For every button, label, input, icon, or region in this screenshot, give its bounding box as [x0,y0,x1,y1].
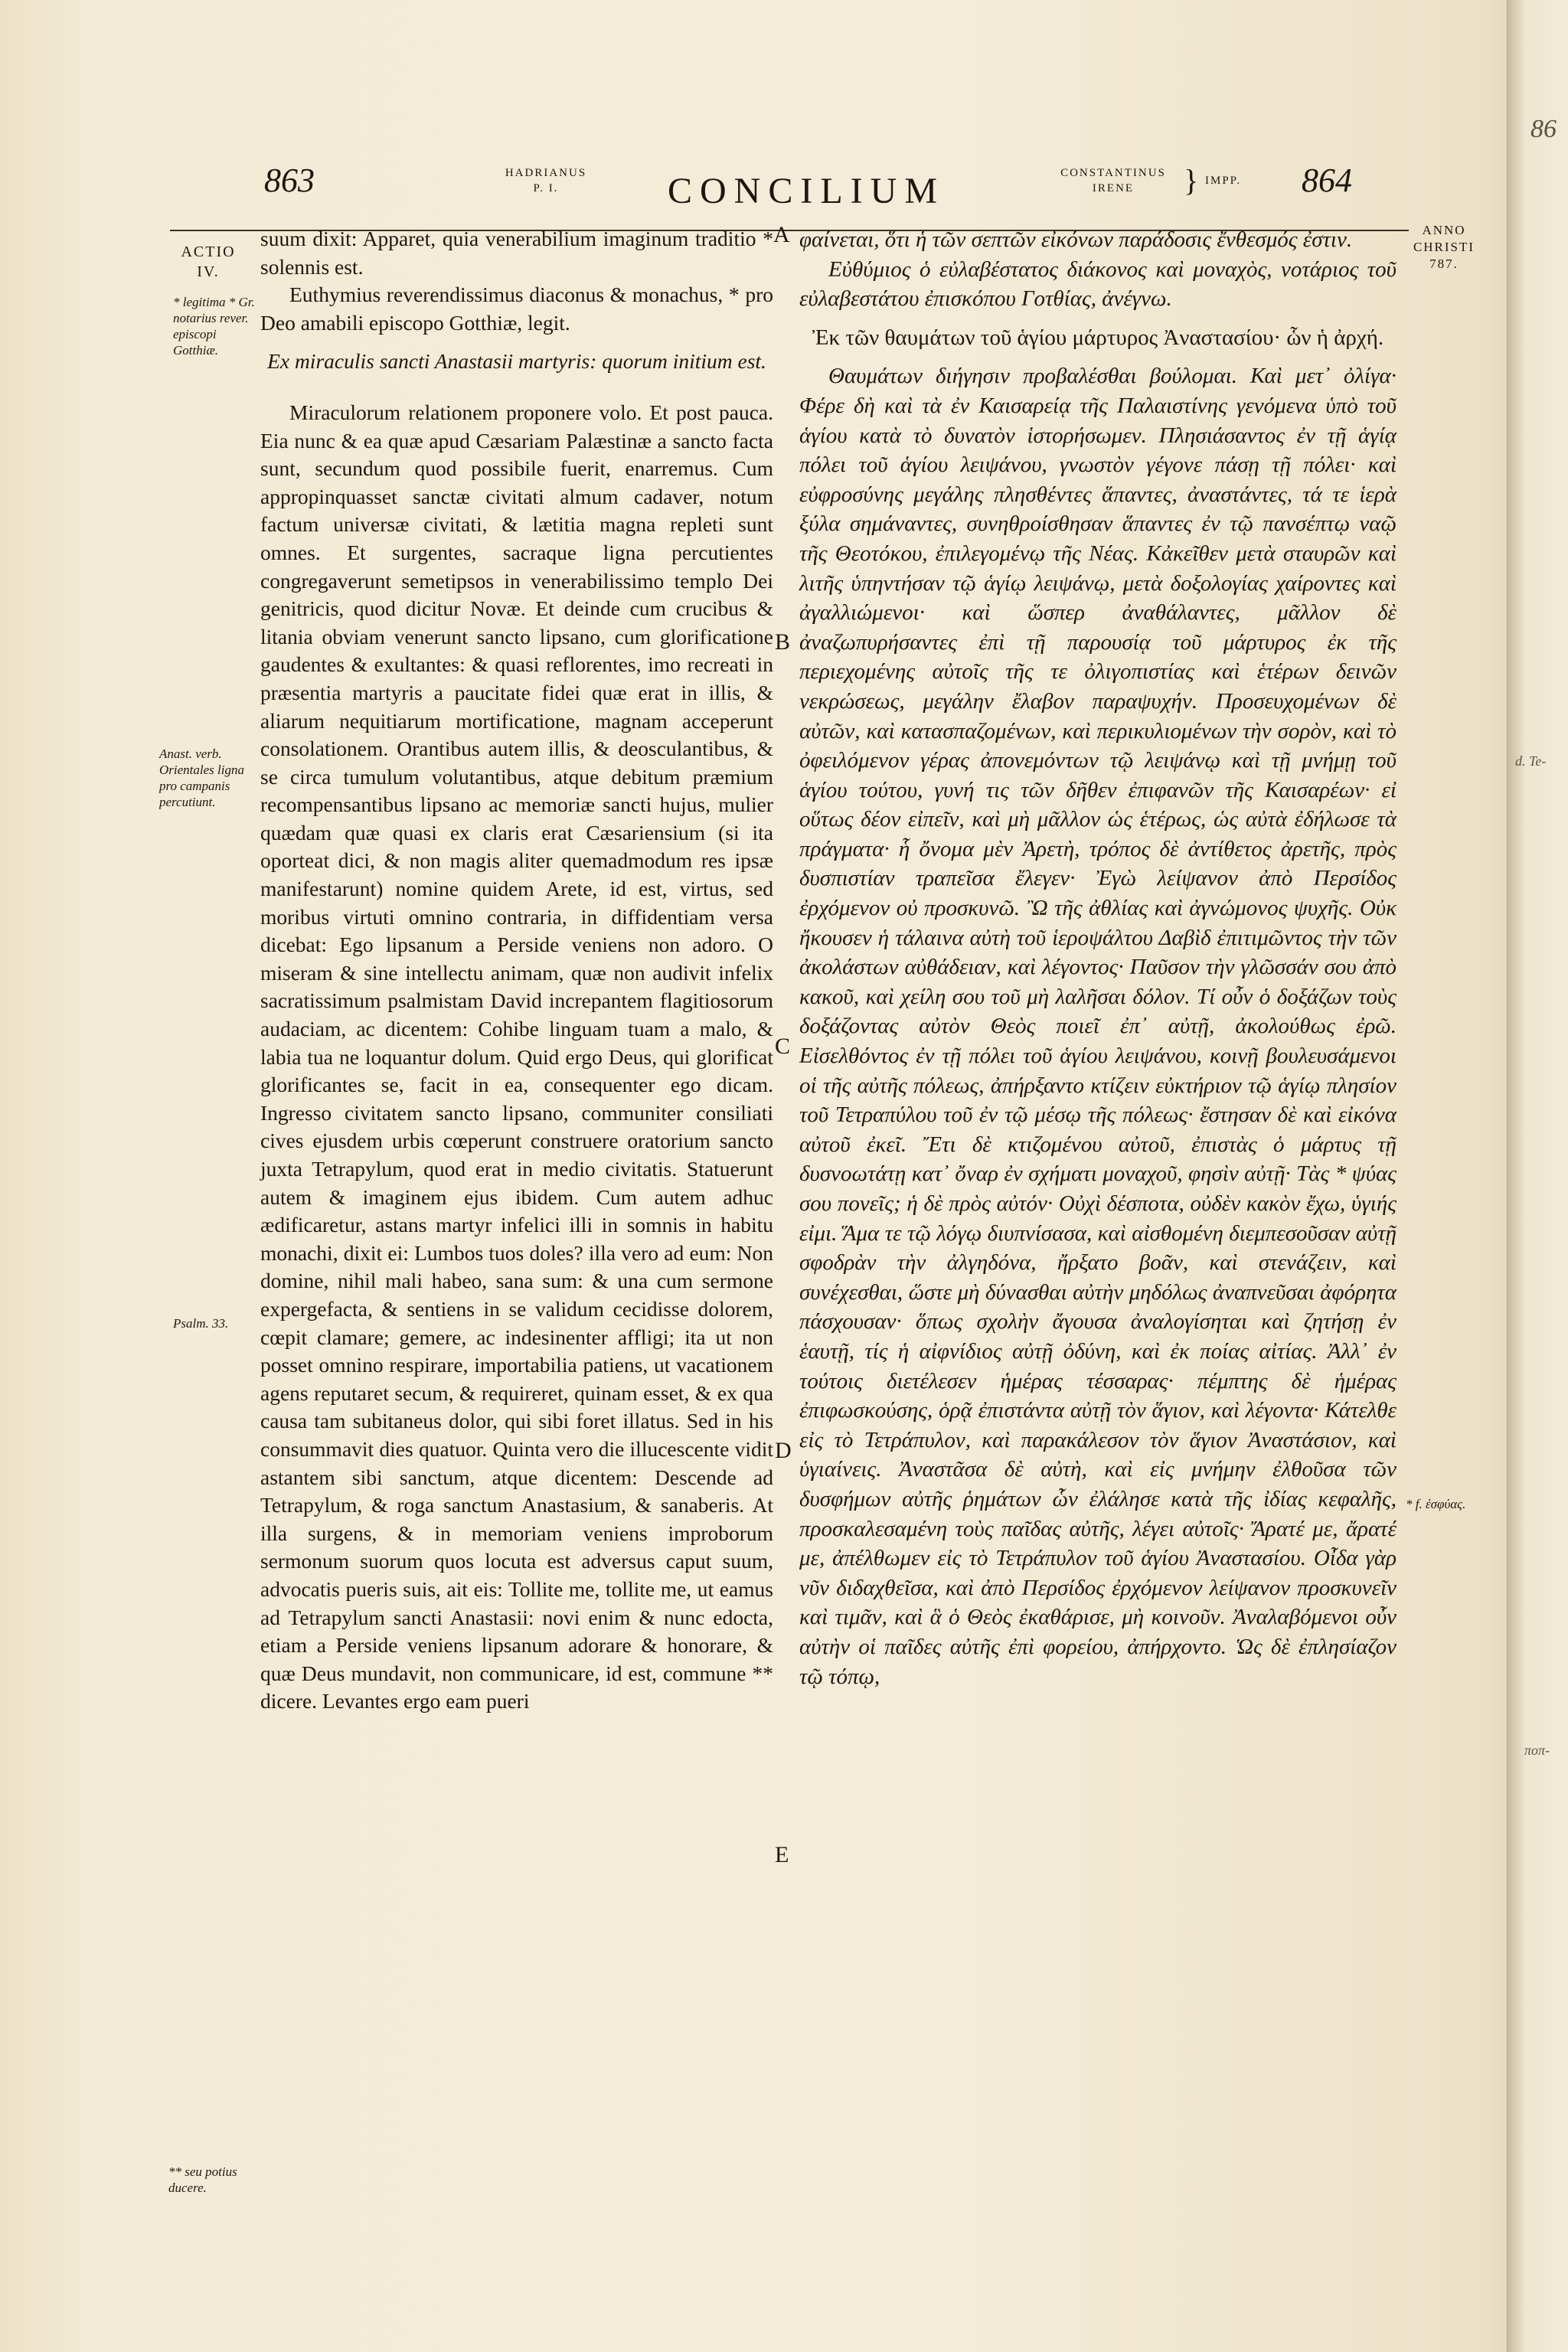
header-imperatores: IMPP. [1205,175,1242,187]
page-number-left: 863 [264,162,315,199]
latin-section-heading: Ex miraculis sancti Anastasii martyris: quorum initium est. [267,349,766,374]
header-pope: HADRIANUS P. I. [505,167,587,194]
header-title: CONCILIUM [668,171,945,211]
greek-section-heading: Ἐκ τῶν θαυμάτων τοῦ ἁγίου μάρτυρος Ἀναστασίου· ὧν ἡ ἀρχή. [812,325,1384,350]
section-letter-c: C [775,1034,791,1059]
greek-paragraph: Θαυμάτων διήγησιν προβαλέσθαι βούλομαι. Καὶ μετ᾿ ὀλίγα· Φέρε δὴ καὶ τὰ ἐν Καισαρείᾳ τῆς Παλαιστίνης γενόμενα ὑπὸ τοῦ ἁγίου κατὰ τὸ δυνατὸν ἱστορήσωμεν. Πλησιάσαντος ἐν τῇ ἁγίᾳ πόλει τοῦ ἁγίου λειψάνου, γνωστὸν γέγονε πάσῃ τῇ πόλει· καὶ εὐφροσύνης μεγάλης πλησθέντες ἅπαντες, ἀναστάντες, τά τε ἱερὰ ξύλα σημάναντες, συνηθροίσθησαν ἅπαντες ἐν τῷ πανσέπτῳ ναῷ τῆς Θεοτόκου, ἐπιλεγομένῳ τῆς Νέας. Κἀκεῖθεν μετὰ σταυρῶν καὶ λιτῆς ὑπηντήσαν τῷ ἁγίῳ λειψάνῳ, μετὰ δοξολογίας χαίροντες καὶ ἀγαλλιώμενοι· καὶ ὥσπερ ἀναθάλαντες, μᾶλλον δὲ ἀναζωπυρήσαντες ἐπὶ τῇ παρουσίᾳ τοῦ μάρτυρος ἐκ τῆς περιεχομένης αὐτοῖς τῆς τε ὀλιγοπιστίας καὶ ἑτέρων δεινῶν νεκρώσεως, μεγάλην ἔλαβον παραψυχήν. Προσευχομένων δὲ αὐτῶν, καὶ κατασπαζομένων, καὶ περικυλιομένων τὴν σορὸν, καὶ τὸ ὀφειλόμενον γέρας ἀπονεμόντων τῷ λειψάνῳ καὶ τῇ μνήμῃ τοῦ ἁγίου τούτου, γυνή τις τῶν δῆθεν ἐπιφανῶν τῆς Καισαρέων· εἰ οὕτως δέον εἰπεῖν, καὶ μὴ μᾶλλον ὡς ἑτέρως, ὡς αὐτὰ ἐδήλωσε τὰ πράγματα· ἧ ὄνομα μὲν Ἀρετὴ, τρόπος δὲ ἀντίθετος ἀρετῆς, πρὸς δυσπιστίαν τραπεῖσα ἔλεγεν· Ἐγὼ λείψανον ἀπὸ Περσίδος ἐρχόμενον οὐ προσκυνῶ. Ὢ τῆς ἀθλίας καὶ ἀγνώμονος ψυχῆς. Οὐκ ἤκουσεν ἡ τάλαινα αὐτὴ τοῦ ἱεροψάλτου Δαβὶδ ἐπιτιμῶντος τὴν τῶν ἀκολάστων αὐθάδειαν, καὶ λέγοντος· Παῦσον τὴν γλῶσσάν σου ἀπὸ κακοῦ, καὶ χείλη σου τοῦ μὴ λαλῆσαι δόλον. Τί οὖν ὁ δοξάζων τοὺς δοξάζοντας αὐτὸν Θεὸς ποιεῖ ἐπ᾿ αὐτῇ, ἀκολούθως ἐρῶ. Εἰσελθόντος ἐν τῇ πόλει τοῦ ἁγίου λειψάνου, κοινῇ βουλευσάμενοι οἱ τῆς αὐτῆς πόλεως, ἀπήρξαντο κτίζειν εὐκτήριον τῷ ἁγίῳ πλησίον τοῦ Τετραπύλου τοῦ ἐν τῷ μέσῳ τῆς πόλεως· ἔστησαν δὲ καὶ εἰκόνα αὐτοῦ ἐκεῖ. Ἔτι δὲ κτιζομένου αὐτοῦ, ἐπιστὰς ὁ μάρτυς τῇ δυσνοωτάτῃ κατ᾿ ὄναρ ἐν σχήματι μοναχοῦ, φησὶν αὐτῇ· Τὰς * ψύας σου πονεῖς; ἡ δὲ πρὸς αὐτόν· Οὐχὶ δέσποτα, οὐδὲν κακὸν ἔχω, ὑγιής εἰμι. Ἅμα τε τῷ λόγῳ διυπνίσασα, καὶ αἰσθομένη διεμπεσοῦσαν αὐτῇ σφοδρὰν τὴν ἀλγηδόνα, ἤρξατο βοᾶν, καὶ στενάζειν, καὶ συνέχεσθαι, ὥστε μὴ δύνασθαι αὐτὴν μηδόλως ἀναπνεῦσαι ἀφόρητα πάσχουσαν· ὅπως σχολὴν ἄγουσα ἀναλογίσηται καὶ ζητήσῃ ἐν ἑαυτῇ, τίς ἡ αἰφνίδιος αὐτῇ ὀδύνη, καὶ ἐκ ποίας αἰτίας. Ἀλλ᾿ ἐν τούτοις διετέλεσεν ἡμέρας τέσσαρας· πέμπτης δὲ ἡμέρας ἐπιφωσκούσης, ὁρᾷ ἐπιστάντα αὐτῇ τὸν ἅγιον, καὶ λέγοντα· Κάτελθε εἰς τὸ Τετράπυλον, καὶ παρακάλεσον τὸν ἅγιον Ἀναστάσιον, καὶ ὑγιαίνεις. Ἀναστᾶσα δὲ αὐτὴ, καὶ εἰς μνήμην ἐλθοῦσα τῶν δυσφήμων αὐτῆς ῥημάτων ὧν ἐλάλησε κατὰ τῆς ἰδίας κεφαλῆς, προσκαλεσαμένη τοὺς παῖδας αὐτῆς, λέγει αὐτοῖς· Ἄρατέ με, ἄρατέ με, ἀπέλθωμεν εἰς τὸ Τετράπυλον τοῦ ἁγίου Ἀναστασίου. Οἶδα γὰρ νῦν διδαχθεῖσα, καὶ ἀπὸ Περσίδος ἐρχόμενον λείψανον προσκυνεῖν καὶ τιμᾶν, καὶ ἃ ὁ Θεὸς ἐκαθάρισε, μὴ κοινοῦν. Ἀναλαβόμενοι οὖν αὐτὴν οἱ παῖδες αὐτῆς ἐπὶ φορείου, ἀπήρχοντο. Ὡς δὲ ἐπλησίαζον τῷ τόπῳ, [799,364,1396,1689]
facing-page-number: 86 [1530,115,1557,143]
page-header [0,153,1507,214]
greek-paragraph: φαίνεται, ὅτι ἡ τῶν σεπτῶν εἰκόνων παράδοσις ἔνθεσμός ἐστιν. [799,227,1353,252]
header-brace: } [1184,163,1199,198]
margin-note-psuas: * f. ἐσφύας. [1406,1497,1466,1511]
greek-paragraph: Εὐθύμιος ὁ εὐλαβέστατος διάκονος καὶ μοναχὸς, νοτάριος τοῦ εὐλαβεστάτου ἐπισκόπου Γοτθίας, ἀνέγνω. [799,256,1396,312]
margin-note-psalm: Psalm. 33. [173,1316,229,1331]
facing-page-note: d. Te- [1515,753,1547,769]
section-letter-d: D [775,1438,792,1463]
margin-note-ducere: ** seu potius ducere. [168,2164,237,2195]
page-number-right: 864 [1302,162,1352,199]
section-letter-e: E [775,1842,789,1867]
margin-actio: ACTIO IV. [181,243,236,280]
facing-page-edge [1507,0,1568,2352]
latin-paragraph: suum dixit: Apparet, quia venerabilium imaginum traditio * solennis est. [260,227,773,279]
margin-anno-christi: ANNO CHRISTI 787. [1413,223,1475,271]
section-letter-b: B [775,629,791,655]
section-letter-a: A [773,222,790,247]
latin-column [260,225,773,1716]
latin-paragraph: Euthymius reverendissimus diaconus & monachus, * pro Deo amabili episcopo Gotthiæ, legit. [260,283,773,335]
margin-note-anastasius: Anast. verb. Orientales ligna pro campanis percutiunt. [159,746,244,809]
margin-note-gotthia: * legitima * Gr. notarius rever. episcopi Gotthiæ. [173,295,255,358]
facing-page-fragment: ποπ- [1524,1743,1550,1758]
latin-paragraph: Miraculorum relationem proponere volo. Et post pauca. Eia nunc & ea quæ apud Cæsariam Palæstinæ a sancto facta sunt, secundum quod possibile fuerit, enarremus. Cum appropinquasset sanctæ civitati almum cadaver, notum factum universæ civitati, & lætitia magna repleti sunt omnes. Et surgentes, sacraque ligna percutientes congregaverunt semetipsos in venerabilissimo templo Dei genitricis, quod dicitur Novæ. Et deinde cum crucibus & litania obviam venerunt sancto lipsano, cum glorificatione gaudentes & exultantes: & quasi reflorentes, imo recreati in præsentia martyris a paucitate fidei quæ erat in illis, & aliarum nequitiarum mortificatione, magnam acceperunt consolationem. Orantibus autem illis, & deosculantibus, & se circa tumulum volutantibus, atque debitum præmium recompensantibus lipsano ac memoriæ sancti hujus, mulier quædam quæ quasi ex claris erat Cæsariensium (si ita oporteat dici, & non magis aliter quemadmodum res ipsæ manifestarunt) nomine quidem Arete, id est, virtus, sed moribus virtuti omnino contraria, in diffidentiam versa dicebat: Ego lipsanum a Perside veniens non adoro. O miseram & sine intellectu animam, quæ non audivit infelix sacratissimum psalmistam David increpantem flagitiosorum audaciam, ac dicentem: Cohibe linguam tuam a malo, & labia tua ne loquantur dolum. Quid ergo Deus, qui glorificat glorificantes se, facit in ea, consequenter ego dicam. Ingresso civitatem sancto lipsano, communiter consiliati cives ejusdem urbis cœperunt construere oratorium sancto juxta Tetrapylum, quod erat in medio civitatis. Statuerunt autem & imaginem ejus ibidem. Cum autem adhuc ædificaretur, astans martyr infelici illi in somnis in habitu monachi, dixit ei: Lumbos tuos doles? illa vero ad eum: Non domine, nihil mali habeo, sana sum: & una cum sermone expergefacta, & sentiens in se validum cecidisse dolorem, cœpit clamare; gemere, ac indesinenter affligi; ita ut non posset omnino respirare, importabilia patiens, ut vacationem agens reputaret secum, & requireret, quinam esset, & ex qua causa tam subitaneus dolor, qui sibi foret illatus. Sed in his consummavit dies quatuor. Quinta vero die illucescente vidit astantem sibi sanctum, atque dicentem: Descende ad Tetrapylum, & roga sanctum Anastasium, & sanaberis. At illa surgens, & in memoriam veniens improborum sermonum suorum quos locuta est adversus caput suum, advocatis pueris suis, ait eis: Tollite me, tollite me, ut eamus ad Tetrapylum sancti Anastasii: novi enim & nunc edocta, etiam a Perside veniens lipsanum adorare & honorare, & quæ Deus mundavit, non communicare, id est, commune ** dicere. Levantes ergo eam pueri [260,400,773,1713]
header-emperors: CONSTANTINUS IRENE [1060,167,1166,194]
greek-column [799,225,1396,1691]
